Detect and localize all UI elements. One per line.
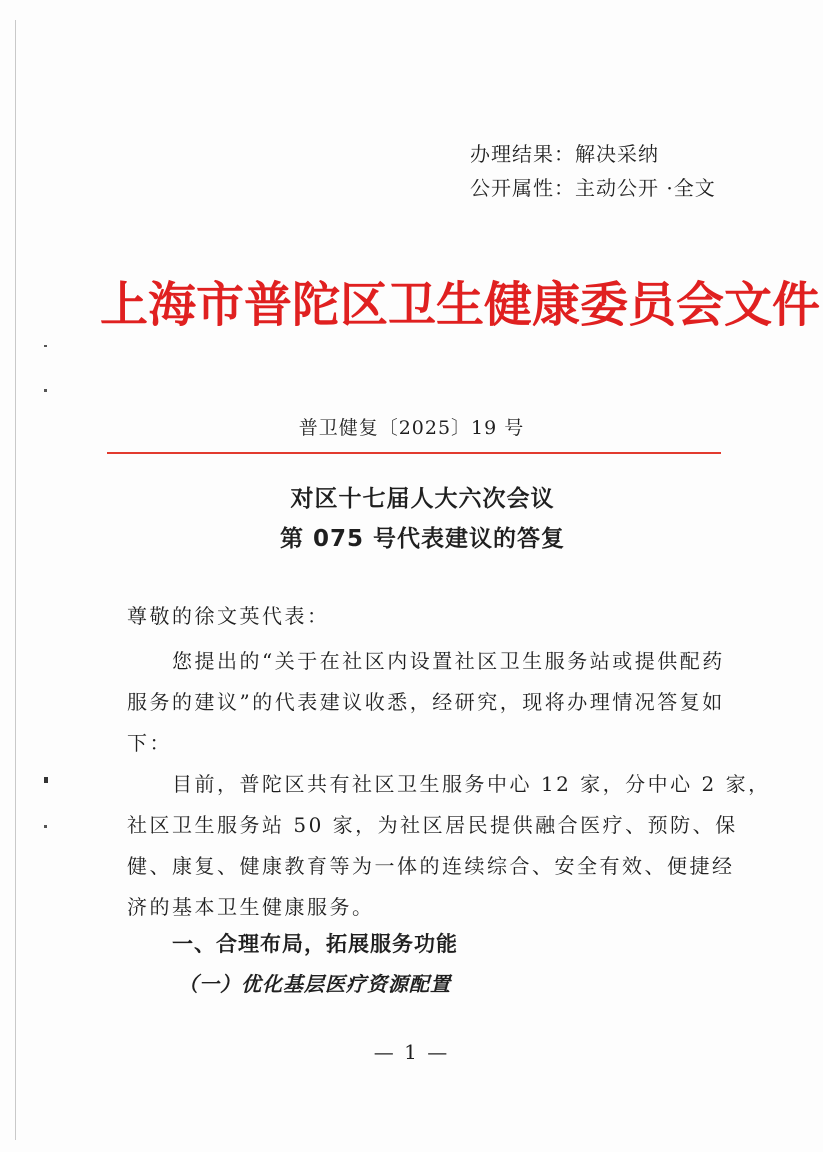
- paragraph-2-line: 济的基本卫生健康服务。: [127, 895, 375, 919]
- subject-line-2: 第 075 号代表建议的答复: [279, 526, 566, 552]
- document-header-title: 上海市普陀区卫生健康委员会文件: [100, 277, 821, 333]
- disclosure-attribute: 公开属性：主动公开 ·全文: [470, 176, 716, 200]
- scan-speck: [44, 389, 47, 392]
- scan-speck: [44, 345, 47, 347]
- paragraph-2-line: 社区卫生服务站 50 家，为社区居民提供融合医疗、预防、保: [127, 813, 738, 837]
- paragraph-1-line: 您提出的“关于在社区内设置社区卫生服务站或提供配药: [172, 649, 725, 673]
- salutation: 尊敬的徐文英代表：: [127, 604, 330, 628]
- paragraph-1-line: 下：: [127, 731, 172, 755]
- paragraph-2-line: 健、康复、健康教育等为一体的连续综合、安全有效、便捷经: [127, 854, 735, 878]
- paragraph-2-line: 目前，普陀区共有社区卫生服务中心 12 家，分中心 2 家，: [172, 772, 771, 796]
- subject-line-1: 对区十七届人大六次会议: [290, 486, 555, 512]
- section-heading: 一、合理布局，拓展服务功能: [172, 932, 458, 956]
- page-edge-line: [15, 20, 16, 1140]
- handling-result: 办理结果：解决采纳: [470, 142, 659, 166]
- scan-speck: [44, 825, 47, 828]
- scan-speck: [44, 777, 48, 783]
- document-number: 普卫健复〔2025〕19 号: [298, 417, 525, 439]
- red-divider: [107, 452, 721, 454]
- paragraph-1-line: 服务的建议”的代表建议收悉，经研究，现将办理情况答复如: [127, 690, 725, 714]
- subsection-heading: （一）优化基层医疗资源配置: [178, 972, 451, 996]
- page-number: — 1 —: [373, 1040, 450, 1064]
